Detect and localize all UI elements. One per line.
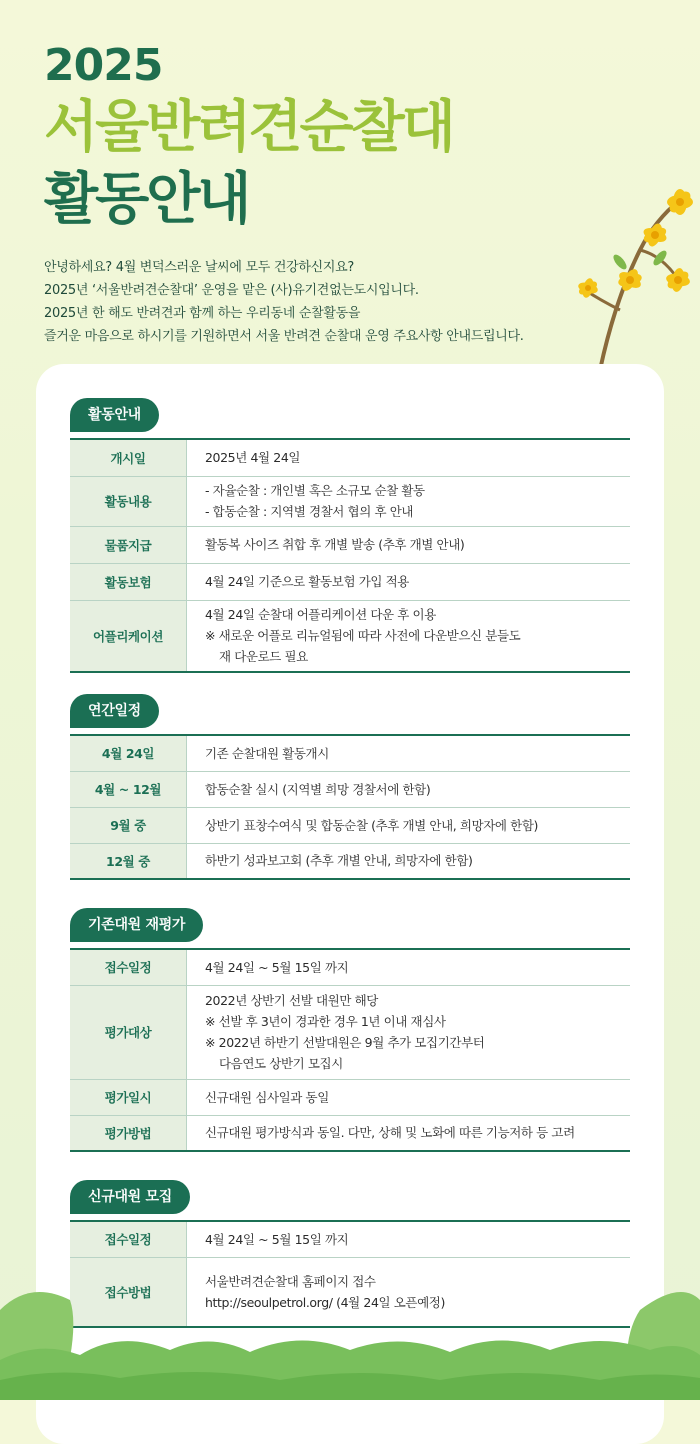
table-row bbox=[70, 807, 630, 843]
schedule-table bbox=[70, 734, 630, 880]
row-label: 9월 중 bbox=[70, 807, 187, 843]
row-value: 4월 24일 ~ 5월 15일 까지 bbox=[187, 949, 631, 985]
row-value: 2022년 상반기 선발 대원만 해당 ※ 선발 후 3년이 경과한 경우 1년 이내 재심사 ※ 2022년 하반기 선발대원은 9월 추가 모집기간부터 다음연도 상반기 모집시 bbox=[187, 985, 631, 1079]
section-activity bbox=[70, 398, 630, 673]
row-label: 활동보험 bbox=[70, 563, 187, 600]
row-label: 평가일시 bbox=[70, 1079, 187, 1115]
row-label: 4월 24일 bbox=[70, 735, 187, 771]
table-row bbox=[70, 1221, 630, 1257]
table-row bbox=[70, 563, 630, 600]
section-title: 활동안내 bbox=[70, 398, 159, 432]
row-label: 개시일 bbox=[70, 439, 187, 476]
table-row bbox=[70, 1079, 630, 1115]
row-value: 신규대원 심사일과 동일 bbox=[187, 1079, 631, 1115]
row-value: 4월 24일 기준으로 활동보험 가입 적용 bbox=[187, 563, 631, 600]
table-row bbox=[70, 1115, 630, 1151]
table-row bbox=[70, 439, 630, 476]
row-label: 4월 ~ 12월 bbox=[70, 771, 187, 807]
row-label: 어플리케이션 bbox=[70, 600, 187, 672]
section-reevaluation bbox=[70, 908, 630, 1152]
row-value: 4월 24일 순찰대 어플리케이션 다운 후 이용 ※ 새로운 어플로 리뉴얼됨에 따라 사전에 다운받으신 분들도 재 다운로드 필요 bbox=[187, 600, 631, 672]
row-value: 신규대원 평가방식과 동일. 다만, 상해 및 노화에 따른 기능저하 등 고려 bbox=[187, 1115, 631, 1151]
intro-line: 즐거운 마음으로 하시기를 기원하면서 서울 반려견 순찰대 운영 주요사항 안내드립니다. bbox=[44, 329, 524, 344]
table-row bbox=[70, 526, 630, 563]
homepage-link[interactable]: http://seoulpetrol.org/ (4월 24일 오픈예정) bbox=[205, 1294, 445, 1310]
intro-line: 2025년 ‘서울반려견순찰대’ 운영을 맡은 (사)유기견없는도시입니다. bbox=[44, 283, 419, 298]
row-value: 합동순찰 실시 (지역별 희망 경찰서에 한함) bbox=[187, 771, 631, 807]
intro-line: 2025년 한 해도 반려견과 함께 하는 우리동네 순찰활동을 bbox=[44, 306, 361, 321]
row-label: 물품지급 bbox=[70, 526, 187, 563]
row-label: 접수방법 bbox=[70, 1257, 187, 1327]
table-row bbox=[70, 735, 630, 771]
activity-table bbox=[70, 438, 630, 673]
row-label: 평가방법 bbox=[70, 1115, 187, 1151]
intro-line: 안녕하세요? 4월 변덕스러운 날씨에 모두 건강하신지요? bbox=[44, 260, 355, 275]
green-hills-decoration bbox=[0, 1270, 700, 1400]
section-title: 연간일정 bbox=[70, 694, 159, 728]
table-row bbox=[70, 843, 630, 879]
header-title-line1: 서울반려견순찰대 bbox=[44, 95, 453, 160]
row-label: 접수일정 bbox=[70, 949, 187, 985]
intro-paragraph bbox=[44, 256, 604, 348]
row-value: 상반기 표창수여식 및 합동순찰 (추후 개별 안내, 희망자에 한함) bbox=[187, 807, 631, 843]
table-row bbox=[70, 771, 630, 807]
row-value: 서울반려견순찰대 홈페이지 접수 http://seoulpetrol.org/ (4월 24일 오픈예정) bbox=[187, 1257, 631, 1327]
header-title-line2: 활동안내 bbox=[44, 167, 249, 232]
row-label: 접수일정 bbox=[70, 1221, 187, 1257]
row-value: 2025년 4월 24일 bbox=[187, 439, 631, 476]
reevaluation-table bbox=[70, 948, 630, 1152]
section-title: 신규대원 모집 bbox=[70, 1180, 190, 1214]
row-label: 평가대상 bbox=[70, 985, 187, 1079]
section-title: 기존대원 재평가 bbox=[70, 908, 203, 942]
row-value: - 자율순찰 : 개인별 혹은 소규모 순찰 활동 - 합동순찰 : 지역별 경찰서 협의 후 안내 bbox=[187, 476, 631, 526]
row-value: 기존 순찰대원 활동개시 bbox=[187, 735, 631, 771]
section-schedule bbox=[70, 694, 630, 880]
row-value: 4월 24일 ~ 5월 15일 까지 bbox=[187, 1221, 631, 1257]
table-row bbox=[70, 600, 630, 672]
table-row bbox=[70, 476, 630, 526]
table-row bbox=[70, 949, 630, 985]
row-value: 활동복 사이즈 취합 후 개별 발송 (추후 개별 안내) bbox=[187, 526, 631, 563]
row-value: 하반기 성과보고회 (추후 개별 안내, 희망자에 한함) bbox=[187, 843, 631, 879]
row-label: 12월 중 bbox=[70, 843, 187, 879]
table-row bbox=[70, 985, 630, 1079]
header-year: 2025 bbox=[44, 40, 163, 91]
row-label: 활동내용 bbox=[70, 476, 187, 526]
